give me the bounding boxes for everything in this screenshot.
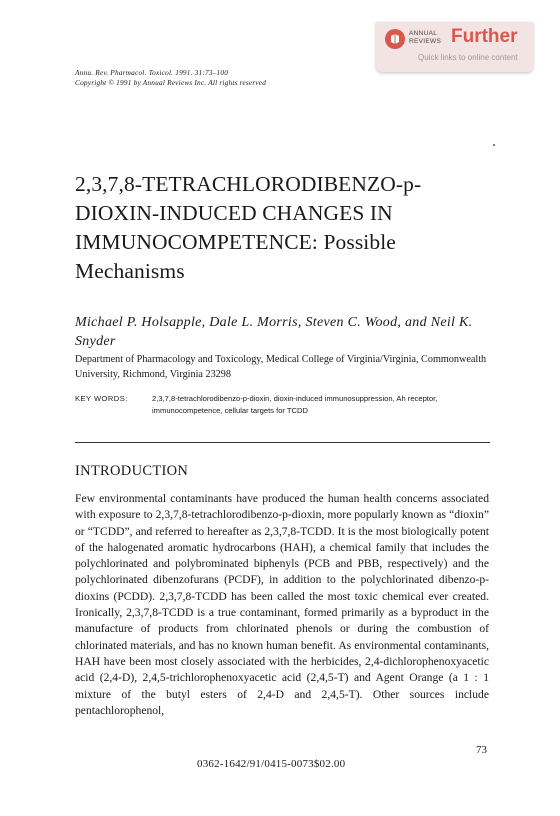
page-mark <box>493 144 495 146</box>
journal-copyright: Copyright © 1991 by Annual Reviews Inc. All rights reserved <box>75 78 267 87</box>
body-text <box>75 491 489 719</box>
keywords-label: KEY WORDS: <box>75 394 128 403</box>
article-authors: Michael P. Holsapple, Dale L. Morris, Steven C. Wood, and Neil K. Snyder <box>75 315 473 349</box>
banner-subtitle[interactable]: Quick links to online content <box>418 53 518 62</box>
intro-paragraph: Few environmental contaminants have produced the human health concerns associated with exposure to 2,3,7,8-tetrachlorodibenzo-p-dioxin, more popularly known as “dioxin” or “TCDD”, and referred to hereafter as 2,3,7,8-TCDD. It is the most biologically potent of the halogenated aromatic hydrocarbons (HAH), a chemical family that includes the polychlorinated and polybrominated biphenyls (PCB and PBB, respectively) and the polychlorinated dibenzofurans (PCDF), in addition to the polychlorinated dibenzo-p-dioxins (PCDD). 2,3,7,8-TCDD has been called the most toxic chemical ever created. Ironically, 2,3,7,8-TCDD is a true contaminant, formed primarily as a byproduct in the manufacture of products from chlorinated phenols or during the combustion of chlorinated materials, and has no known human benefit. As environmental contaminants, HAH have been most closely associated with the herbicides, 2,4-dichlorophenoxyacetic acid (2,4-D), 2,4,5-trichlorophenoxyacetic acid (2,4,5-T) and Agent Orange (a 1 : 1 mixture of the butyl esters of 2,4-D and 2,4,5-T). Other sources include pentachlorophenol, <box>75 492 489 717</box>
article-title: 2,3,7,8-TETRACHLORODIBENZO-p-DIOXIN-INDUCED CHANGES IN IMMUNOCOMPETENCE: Possible Mechanisms <box>75 172 422 283</box>
banner-line1: ANNUAL <box>409 30 438 37</box>
further-banner[interactable] <box>376 22 533 72</box>
banner-annual-reviews <box>409 30 441 46</box>
article-code: 0362-1642/91/0415-0073$02.00 <box>197 758 346 770</box>
article-affiliation: Department of Pharmacology and Toxicology, Medical College of Virginia/Virginia, Commonwealth University, Richmond, Virginia 23298 <box>75 354 487 380</box>
section-heading: INTRODUCTION <box>75 463 189 479</box>
journal-citation-block <box>75 68 266 88</box>
banner-line2: REVIEWS <box>409 38 442 45</box>
banner-brand[interactable]: Further <box>451 26 518 47</box>
section-divider <box>75 442 490 443</box>
annual-reviews-logo-icon <box>385 29 405 49</box>
journal-citation: Annu. Rev. Pharmacol. Toxicol. 1991. 31:73–100 <box>75 68 229 77</box>
keywords-text: 2,3,7,8-tetrachlorodibenzo-p-dioxin, dioxin-induced immunosuppression, Ah receptor, immunocompetence, cellular targets for TCDD <box>152 394 438 415</box>
page-number: 73 <box>476 744 487 756</box>
